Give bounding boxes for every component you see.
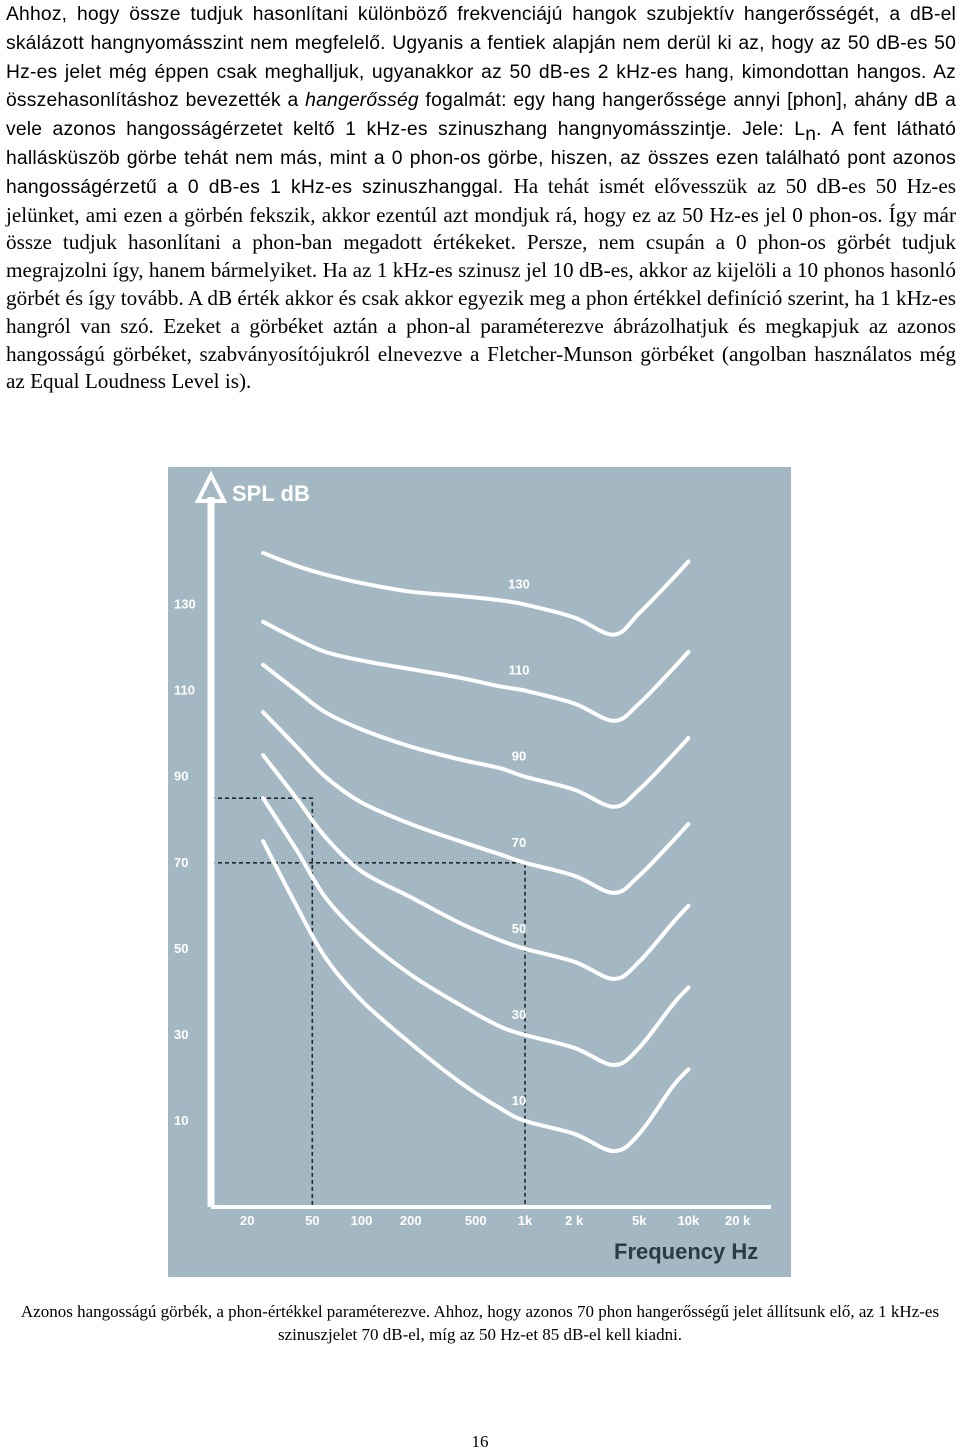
y-tick-label: 50 <box>174 940 189 956</box>
body-text-intro: Ahhoz, hogy össze tudjuk hasonlítani különböző frekvenciájú hangok szubjektív hangerősségét, a dB-el skálázott hangnyomásszint nem megfelelő. Ugyanis a fentiek alapján nem derül ki az, hogy az 50 dB-es 50 Hz-es jelet még éppen csak meghalljuk, ugyanakkor az 50 dB-es 2 kHz-es hang, kimondottan hangos. Az összehasonlításhoz bevezették a <box>6 4 956 112</box>
curve-label-110: 110 <box>508 662 530 678</box>
x-tick-label: 100 <box>350 1213 373 1228</box>
equal-loudness-chart <box>168 467 791 1277</box>
x-tick-label: 20 k <box>724 1213 751 1228</box>
y-tick-label: 30 <box>174 1026 189 1042</box>
x-tick-label: 10k <box>677 1213 700 1228</box>
term-hangerosseg: hangerősség <box>305 90 419 112</box>
y-tick-label: 110 <box>174 682 195 698</box>
body-paragraph <box>6 0 956 396</box>
x-tick-label: 5k <box>631 1213 647 1228</box>
y-tick-label: 70 <box>174 854 189 870</box>
y-tick-label: 130 <box>174 596 196 612</box>
x-axis-title: Frequency Hz <box>614 1239 759 1264</box>
chart-background <box>168 467 791 1277</box>
y-tick-label: 10 <box>174 1112 189 1128</box>
curve-label-50: 50 <box>511 920 527 936</box>
x-tick-label: 200 <box>399 1213 422 1228</box>
curve-label-90: 90 <box>511 748 527 764</box>
x-tick-label: 1k <box>517 1213 533 1228</box>
y-axis-title: SPL dB <box>232 481 310 506</box>
figure-caption: Azonos hangosságú görbék, a phon-értékkel paraméterezve. Ahhoz, hogy azonos 70 phon hangerősségű jelet állítsunk elő, az 1 kHz-es szinuszjelet 70 dB-el, míg az 50 Hz-et 85 dB-el kell kiadni. <box>20 1302 940 1344</box>
curve-label-30: 30 <box>511 1006 527 1022</box>
page-number: 16 <box>471 1432 489 1451</box>
x-tick-label: 2 k <box>565 1213 584 1228</box>
curve-label-130: 130 <box>508 576 530 592</box>
x-tick-label: 50 <box>305 1213 320 1228</box>
y-tick-label: 90 <box>174 768 189 784</box>
body-text-conclusion: Ha tehát ismét elővesszük az 50 dB-es 50 Hz-es jelünket, ami ezen a görbén fekszik, akkor ezentúl azt mondjuk rá, hogy ez az 50 Hz-es jel 0 phon-os. Így már össze tudjuk hasonlítani a phon-ban megadott értékeket. Persze, nem csupán a 0 phon-os görbét tudjuk megrajzolni így, hanem bármelyiket. Ha az 1 kHz-es szinusz jel 10 dB-es, akkor az kijelöli a 10 phonos hasonló görbét és így tovább. A dB érték akkor és csak akkor egyezik meg a phon értékkel definíció szerint, ha 1 kHz-es hangról van szó. Ezeket a görbéket aztán a phon-al paraméterezve ábrázolhatjuk és megkapjuk az azonos hangosságú görbéket, szabványosítójukról elnevezve a Fletcher-Munson görbéket (angolban használatos még az Equal Loudness Level is). <box>6 173 956 394</box>
subscript-n: n <box>805 124 817 145</box>
body-text-threshold: . A fent látható hallásküszöb görbe tehát nem más, mint a 0 phon-os görbe, hiszen, az összes ezen található pont azonos hangosságérzetű a 0 dB-es 1 kHz-es szinuszhanggal. <box>6 119 956 198</box>
curve-label-10: 10 <box>511 1092 527 1108</box>
body-text-definition: fogalmát: egy hang hangerőssége annyi [phon], ahány dB a vele azonos hangosságérzetet keltő 1 kHz-es szinuszhang hangnyomásszintje. Jele: L <box>6 90 956 141</box>
x-tick-label: 500 <box>464 1213 487 1228</box>
x-tick-label: 20 <box>240 1213 255 1228</box>
curve-label-70: 70 <box>511 834 527 850</box>
